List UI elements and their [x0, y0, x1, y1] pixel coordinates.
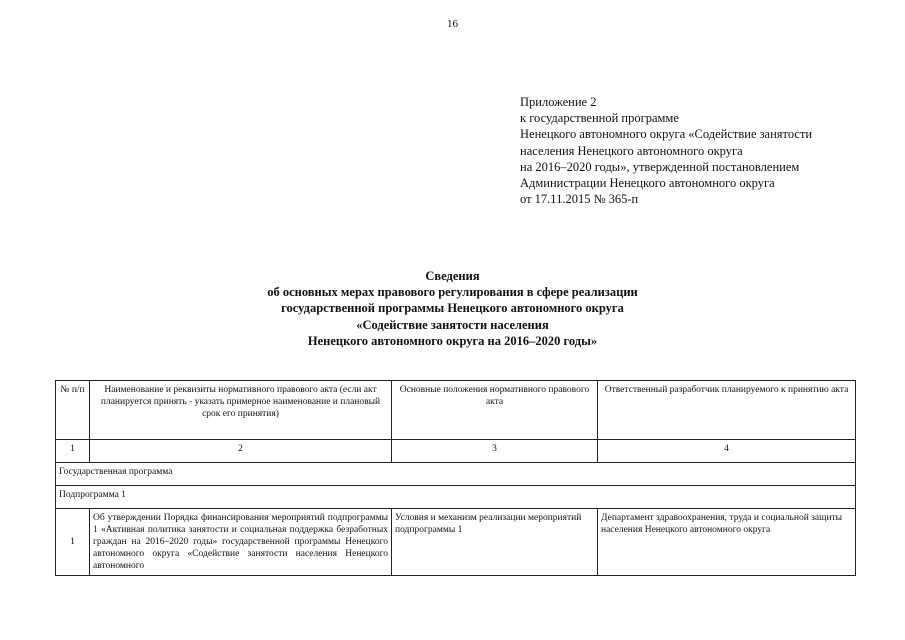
- row-developer: Департамент здравоохранения, труда и социальной защиты населения Ненецкого автономного округа: [598, 509, 856, 576]
- heading-line: государственной программы Ненецкого автономного округа: [281, 301, 624, 316]
- header-developer: Ответственный разработчик планируемого к принятию акта: [598, 381, 856, 440]
- document-heading: [0, 268, 905, 349]
- table-row: [56, 509, 856, 576]
- section-label: Государственная программа: [56, 463, 856, 486]
- heading-line: «Содействие занятости населения: [356, 317, 549, 332]
- appendix-block: [520, 94, 812, 207]
- appendix-line: населения Ненецкого автономного округа: [520, 143, 743, 158]
- measures-table: [55, 380, 856, 576]
- appendix-line: к государственной программе: [520, 111, 679, 126]
- heading-line: Сведения: [425, 269, 480, 283]
- appendix-line: Ненецкого автономного округа «Содействие занятости: [520, 127, 813, 142]
- appendix-line: от 17.11.2015 № 365-п: [520, 192, 639, 207]
- page-number: 16: [447, 18, 458, 30]
- column-number: 4: [598, 440, 856, 463]
- heading-line: Ненецкого автономного округа на 2016–2020 годы»: [307, 333, 598, 348]
- section-row-program: [56, 463, 856, 486]
- row-act: Об утверждении Порядка финансирования мероприятий подпрограммы 1 «Активная политика занятости и социальная поддержка безработных граждан на 2016–2020 годы» государственной программы Ненецкого автономного округа «Содействие занятости населения Ненецкого автономного: [90, 509, 392, 576]
- column-number: 3: [392, 440, 598, 463]
- table-header-row: [56, 381, 856, 440]
- header-act: Наименование и реквизиты нормативного правового акта (если акт планируется принять - указать примерное наименование и плановый срок его принятия): [90, 381, 392, 440]
- heading-line: об основных мерах правового регулирования в сфере реализации: [267, 285, 638, 300]
- header-number: № п/п: [56, 381, 90, 440]
- row-provisions: Условия и механизм реализации мероприятий подпрограммы 1: [392, 509, 598, 576]
- header-provisions: Основные положения нормативного правового акта: [392, 381, 598, 440]
- column-numbering-row: [56, 440, 856, 463]
- column-number: 1: [56, 440, 90, 463]
- row-number: 1: [56, 509, 90, 576]
- appendix-line: Администрации Ненецкого автономного округа: [520, 176, 775, 191]
- column-number: 2: [90, 440, 392, 463]
- section-row-subprogram: [56, 486, 856, 509]
- appendix-line: на 2016–2020 годы», утвержденной постановлением: [520, 159, 800, 174]
- appendix-line: Приложение 2: [520, 95, 597, 109]
- section-label: Подпрограмма 1: [56, 486, 856, 509]
